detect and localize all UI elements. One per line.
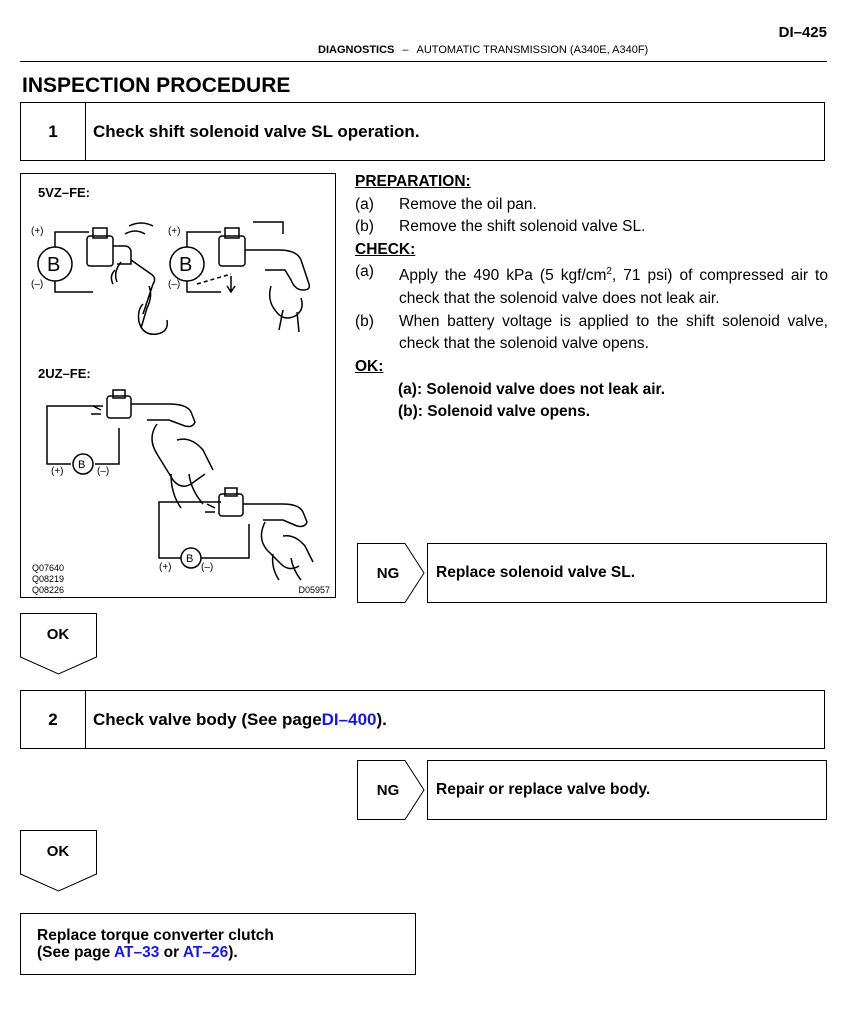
step-1-number: 1 [21,103,86,160]
item-text: Remove the shift solenoid valve SL. [399,218,646,236]
step-2-title [93,691,387,748]
minus-label-4: (–) [201,562,214,573]
final-line2-pre: (See page [37,944,114,961]
page-link-di-400[interactable]: DI–400 [321,709,377,729]
check-a-text-post: , 71 psi) of compressed air to check that the solenoid valve does not leak air. [399,267,828,308]
item-letter: (b) [355,218,374,236]
figure-5vz-left [38,223,167,334]
step-2-title-post: ). [376,709,387,729]
header-subsection: AUTOMATIC TRANSMISSION (A340E, A340F) [416,44,649,56]
plus-label-4: (+) [159,562,172,573]
item-letter: (b) [355,312,374,330]
minus-label-2: (–) [168,279,181,290]
preparation-item [355,194,828,217]
item-text [399,261,828,310]
figure-2uz-top [47,390,213,508]
ok-criterion: (b): Solenoid valve opens. [398,403,591,421]
step-1-box [20,102,825,161]
figure-codes [32,563,64,596]
minus-label-3: (–) [97,466,110,477]
check-a-superscript: 2 [606,266,612,278]
battery-symbol-3: B [78,459,86,471]
figure-code: Q08226 [32,585,65,595]
battery-symbol-4: B [186,553,194,565]
step-2-title-pre: Check valve body (See page [93,709,322,729]
page-number: DI–425 [778,24,827,41]
figure-5vz-right [170,222,309,332]
ok-arrow-shape [20,613,98,675]
ok-criterion: (a): Solenoid valve does not leak air. [398,380,666,398]
engine-label-2uz: 2UZ–FE: [38,366,91,381]
final-line2-post: ). [228,944,238,961]
item-text: When battery voltage is applied to the shift solenoid valve, check that the solenoid valve opens. [399,312,828,353]
ok-heading: OK: [355,357,384,375]
preparation-heading: PREPARATION: [355,173,471,190]
item-text: Remove the oil pan. [399,195,537,213]
step-2-box [20,690,825,749]
final-line2-mid: or [159,944,183,961]
check-heading: CHECK: [355,240,416,258]
step-1-title: Check shift solenoid valve SL operation. [93,121,420,141]
final-action-line-2 [37,944,415,961]
header-section: DIAGNOSTICS [318,44,395,56]
step-1-ng-action: Replace solenoid valve SL. [427,543,827,603]
plus-label-2: (+) [168,226,181,237]
check-item [355,311,828,356]
step-1-ok-tag [20,613,98,675]
page-link-at-26[interactable]: AT–26 [182,944,229,961]
plus-label-3: (+) [51,466,64,477]
page-title: INSPECTION PROCEDURE [22,74,291,97]
final-action-box [20,913,416,975]
step-1-ng-tag [357,543,425,603]
ok-label: OK [46,843,70,860]
step-2-ng-action: Repair or replace valve body. [427,760,827,820]
check-item [355,261,828,310]
preparation-item [355,216,828,239]
figure-code: Q07640 [32,563,65,573]
step-2-ok-tag [20,830,98,892]
ng-label: NG [376,781,400,799]
solenoid-test-figure [20,173,336,598]
step-2-ng-tag [357,760,425,820]
header-separator: – [402,44,409,56]
figure-code-right: D05957 [298,585,330,595]
ng-label: NG [376,564,400,582]
running-header [318,44,648,56]
battery-symbol-2: B [179,254,193,276]
ok-label: OK [46,626,70,643]
figure-2uz-bottom [159,488,313,580]
step-2-number: 2 [21,691,86,748]
page-link-at-33[interactable]: AT–33 [113,944,160,961]
final-action-line-1: Replace torque converter clutch [37,927,274,944]
minus-label-1: (–) [31,279,44,290]
figure-code: Q08219 [32,574,65,584]
plus-label-1: (+) [31,226,44,237]
step-1-instructions [355,171,828,424]
item-letter: (a) [355,195,374,213]
item-letter: (a) [355,263,374,281]
check-a-text-pre: Apply the 490 kPa (5 kgf/cm [399,267,607,285]
solenoid-illustration [21,174,337,599]
ok-arrow-shape [20,830,98,892]
battery-symbol-1: B [47,254,61,276]
header-rule [20,61,827,62]
engine-label-5vz: 5VZ–FE: [38,185,91,200]
